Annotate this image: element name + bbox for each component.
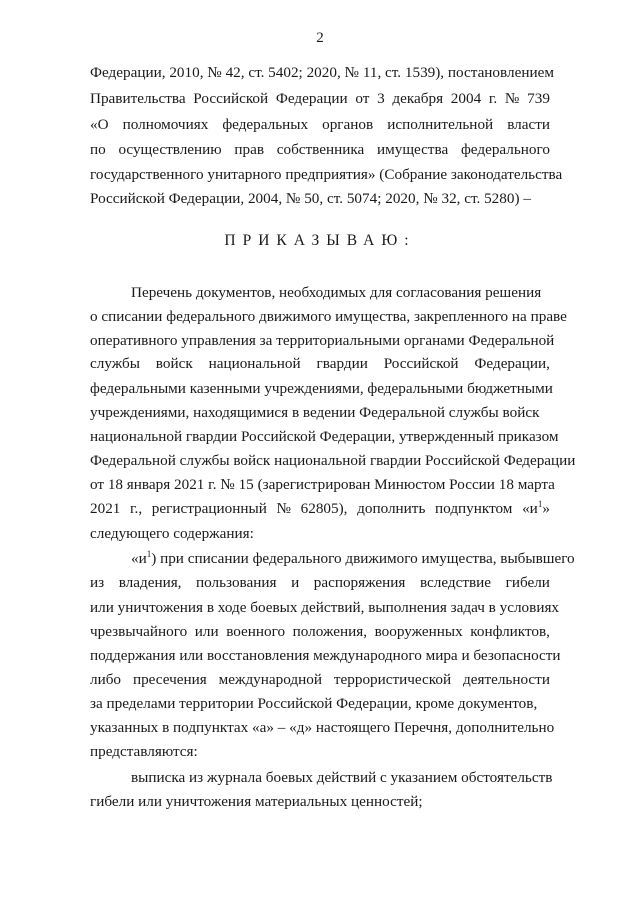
para1-line-5: федеральными казенными учреждениями, федеральными бюджетными <box>90 380 553 397</box>
order-heading: ПРИКАЗЫВАЮ: <box>224 232 416 249</box>
para1-line-1: Перечень документов, необходимых для согласования решения <box>131 284 542 301</box>
para1-line-9: от 18 января 2021 г. № 15 (зарегистрирован Минюстом России 18 марта <box>90 476 555 493</box>
para1-line-4: службы войск национальной гвардии Российской Федерации, <box>90 355 550 372</box>
para3-line-2: гибели или уничтожения материальных ценностей; <box>90 793 423 810</box>
para2-line-5: поддержания или восстановления международного мира и безопасности <box>90 647 561 664</box>
intro-line-5: государственного унитарного предприятия» (Собрание законодательства <box>90 166 563 183</box>
para1-line-2: о списании федерального движимого имущества, закрепленного на праве <box>90 308 567 325</box>
para2-line-8: указанных в подпунктах «а» – «д» настоящего Перечня, дополнительно <box>90 719 555 736</box>
para2-line-6: либо пресечения международной террористической деятельности <box>90 671 550 688</box>
subitem-ref: «$и^1$» <box>522 499 550 517</box>
para2-line-2: из владения, пользования и распоряжения вследствие гибели <box>90 574 550 591</box>
para2-line-7: за пределами территории Российской Федерации, кроме документов, <box>90 695 538 712</box>
para1-line-10: 2021 г., регистрационный № 62805), дополнить подпунктом «$и^1$» <box>90 499 550 517</box>
para2-line-3: или уничтожения в ходе боевых действий, выполнения задач в условиях <box>90 599 560 616</box>
intro-line-3: «О полномочиях федеральных органов исполнительной власти <box>90 116 550 133</box>
para2-line-1: «$и^1$) при списании федерального движимого имущества, выбывшего <box>131 549 575 567</box>
para1-line-3: оперативного управления за территориальными органами Федеральной <box>90 332 555 349</box>
para2-line-9: представляются: <box>90 743 198 760</box>
para3-line-1: выписка из журнала боевых действий с указанием обстоятельств <box>131 769 553 786</box>
para1-line-11: следующего содержания: <box>90 525 254 542</box>
para1-line-8: Федеральной службы войск национальной гвардии Российской Федерации <box>90 452 576 469</box>
intro-line-4: по осуществлению прав собственника имущества федерального <box>90 141 550 158</box>
para1-line-7: национальной гвардии Российской Федерации, утвержденный приказом <box>90 428 559 445</box>
para2-line-4: чрезвычайного или военного положения, вооруженных конфликтов, <box>90 623 550 640</box>
page-number: 2 <box>316 30 324 46</box>
intro-line-2: Правительства Российской Федерации от 3 декабря 2004 г. № 739 <box>90 90 550 107</box>
intro-line-6: Российской Федерации, 2004, № 50, ст. 5074; 2020, № 32, ст. 5280) – <box>90 190 531 207</box>
para1-line-6: учреждениями, находящимися в ведении Федеральной службы войск <box>90 404 540 421</box>
intro-line-1: Федерации, 2010, № 42, ст. 5402; 2020, № 11, ст. 1539), постановлением <box>90 64 554 81</box>
